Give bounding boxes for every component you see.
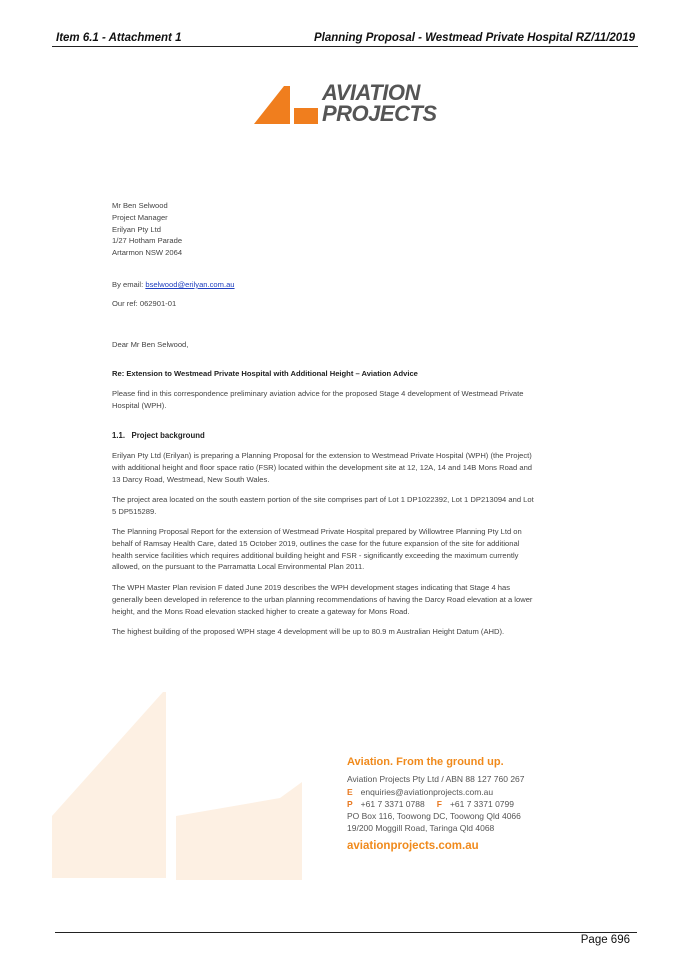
address-line: Erilyan Pty Ltd	[112, 224, 161, 234]
salutation: Dear Mr Ben Selwood,	[112, 340, 189, 349]
body-paragraph: The project area located on the south eastern portion of the site comprises part of Lot 1 DP1022392, Lot 1 DP213094 and Lot 5 DP515289.	[112, 495, 534, 516]
body-paragraph: The Planning Proposal Report for the extension of Westmead Private Hospital prepared by Willowtree Planning Pty Ltd on behalf of Ramsay Health Care, dated 15 October 2019, outlines the case for the future expansion of the site for additional health service facilities which requires additional building height and FSR - significantly exceeding the maximum currently allowed, on the pursuant to the Parramatta Local Environmental Plan 2011.	[112, 527, 522, 572]
address-line: Project Manager	[112, 212, 168, 222]
address-line: Mr Ben Selwood	[112, 201, 168, 210]
subject-line: Re: Extension to Westmead Private Hospital with Additional Height – Aviation Advice	[112, 369, 418, 378]
address-line: Artarmon NSW 2064	[112, 248, 183, 258]
address-line: 1/27 Hotham Parade	[112, 236, 183, 246]
header-attachment-label: Item 6.1 - Attachment 1	[56, 32, 182, 44]
footer-email[interactable]: enquiries@aviationprojects.com.au	[360, 786, 494, 797]
footer-fax: +61 7 3371 0799	[449, 798, 514, 809]
footer-po-box: PO Box 116, Toowong DC, Toowong Qld 4066	[347, 811, 521, 822]
logo-line-1: AVIATION	[322, 80, 420, 105]
footer-tagline: Aviation. From the ground up.	[347, 756, 504, 768]
recipient-address	[112, 200, 537, 259]
header-rule	[52, 46, 638, 47]
footer-phone-label: P	[347, 798, 353, 809]
page-number: Page 696	[580, 934, 630, 946]
email-link[interactable]: bselwood@erilyan.com.au	[145, 280, 235, 289]
footer-email-row	[347, 786, 587, 798]
section-title: Project background	[131, 431, 205, 440]
footer-fax-label: F	[436, 798, 442, 809]
company-footer	[347, 756, 587, 852]
footer-company: Aviation Projects Pty Ltd / ABN 88 127 760 267	[347, 774, 525, 785]
body-paragraph: The highest building of the proposed WPH stage 4 development will be up to 80.9 m Australian Height Datum (AHD).	[112, 627, 505, 636]
reference-number: Our ref: 062901-01	[112, 299, 177, 308]
header-document-title: Planning Proposal - Westmead Private Hospital RZ/11/2019	[313, 32, 635, 44]
footer-rule	[55, 932, 637, 933]
logo-wordmark	[322, 82, 437, 124]
footer-phone: +61 7 3371 0788	[360, 798, 425, 809]
logo-watermark	[48, 688, 308, 883]
footer-email-label: E	[347, 786, 353, 797]
email-label: By email:	[112, 280, 144, 289]
logo-line-2: PROJECTS	[322, 101, 437, 126]
footer-website[interactable]: aviationprojects.com.au	[347, 839, 479, 852]
section-heading	[112, 430, 537, 442]
body-paragraph: Erilyan Pty Ltd (Erilyan) is preparing a Planning Proposal for the extension to Westmead Private Hospital (WPH) (the Project) with additional height and floor space ratio (FSR) located within the development site at 12, 12A, 14 and 14B Mons Road and 13 Darcy Road, Westmead, New South Wales.	[112, 451, 533, 484]
section-number: 1.1.	[112, 431, 126, 440]
body-paragraph: The WPH Master Plan revision F dated June 2019 describes the WPH development stages indicating that Stage 4 has generally been developed in reference to the urban planning recommendations of having the Darcy Road elevation at a lower height, and the Mons Road elevation stacked higher to create a gateway for Mons Road.	[112, 583, 533, 616]
footer-phone-row	[347, 798, 587, 810]
email-line	[112, 279, 537, 291]
footer-street: 19/200 Moggill Road, Taringa Qld 4068	[347, 823, 495, 834]
intro-paragraph: Please find in this correspondence preliminary aviation advice for the proposed Stage 4 development of Westmead Private Hospital (WPH).	[112, 389, 524, 410]
